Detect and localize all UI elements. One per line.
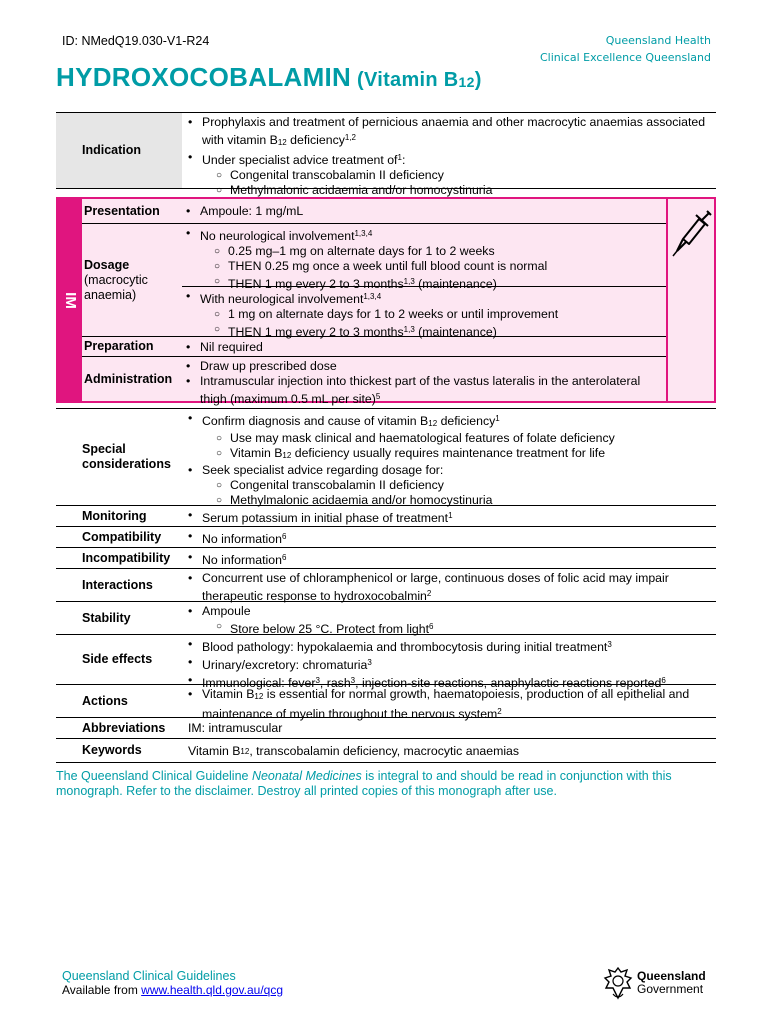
dosage-label: Dosage xyxy=(84,257,130,272)
subtitle-text: (Vitamin B xyxy=(351,69,459,91)
im-section xyxy=(56,197,716,406)
qld-crest-icon xyxy=(603,966,633,1000)
special-considerations-row xyxy=(56,409,716,506)
row-label: Interactions xyxy=(82,577,153,592)
row-content xyxy=(182,113,716,197)
row-label: Side effects xyxy=(82,652,153,666)
list-item: • Vitamin $B_{12}$ is essential for normal growth, haematopoiesis, production of all epithelial and maintenance of myelin throughout the nervous system$^2$ xyxy=(188,687,716,722)
row-label: Stability xyxy=(82,610,131,625)
list-item: • With neurological involvement$^{1,3,4}$ ○ 1 mg on alternate days for 1 to 2 weeks or until improvement ○ THEN 1 mg every 2 to 3 months$^{1,3}$ (maintenance) xyxy=(186,289,666,340)
sub-list-item: ○ Use may mask clinical and haematological features of folate deficiency xyxy=(216,431,716,446)
list-item: • Immunological: fever$^3$, rash$^3$, injection-site reactions, anaphylactic reactions reported$^6$ xyxy=(188,673,716,691)
document-id: ID: NMedQ19.030-V1-R24 xyxy=(62,34,210,48)
list-item: • No neurological involvement$^{1,3,4}$ ○ 0.25 mg–1 mg on alternate days for 1 to 2 weeks ○ THEN 0.25 mg once a week until full blood count is normal ○ THEN 1 mg every 2 to 3 months$^{1,3}$ (maintenance) xyxy=(186,226,666,292)
org-name: Queensland Health xyxy=(605,34,711,47)
indication-row xyxy=(56,113,716,197)
footer xyxy=(62,969,283,997)
list-item: • Ampoule: 1 mg/mL xyxy=(186,204,303,219)
sub-list-item: ○ THEN 1 mg every 2 to 3 months$^{1,3}$ (maintenance) xyxy=(214,322,666,340)
row-content xyxy=(182,357,666,406)
presentation-row xyxy=(82,199,666,224)
list-item: • Prophylaxis and treatment of pernicious anaemia and other macrocytic anaemias associated with vitamin $B_{12}$ deficiency$^{1,2}$ xyxy=(188,115,716,150)
row-label: Keywords xyxy=(82,743,142,757)
row-label: Compatibility xyxy=(82,529,162,544)
syringe-icon xyxy=(669,205,713,257)
administration-row xyxy=(82,357,666,406)
subtitle-close: ) xyxy=(474,69,482,91)
gov-wordmark-line1: Queensland xyxy=(637,969,706,983)
list-item: • Concurrent use of chloramphenicol or large, continuous doses of folic acid may impair therapeutic response to hydroxocobalmin$^2$ xyxy=(188,571,716,604)
org-header xyxy=(540,32,711,66)
gov-wordmark-line2: Government xyxy=(637,982,704,996)
row-label: Abbreviations xyxy=(82,720,166,735)
row-label: Special considerations xyxy=(82,442,171,471)
row-label: Indication xyxy=(56,113,182,188)
monitoring-row xyxy=(56,506,716,527)
keywords-row xyxy=(56,739,716,763)
sub-list-item: ○ 0.25 mg–1 mg on alternate days for 1 to 2 weeks xyxy=(214,244,666,259)
footer-org: Queensland Clinical Guidelines xyxy=(62,969,236,983)
row-content xyxy=(182,506,716,526)
row-content xyxy=(182,409,716,505)
guideline-notice: The Queensland Clinical Guideline Neonatal Medicines is integral to and should be read in conjunction with this monograph. Refer to the disclaimer. Destroy all printed copies of this monograph after use. xyxy=(56,769,672,798)
org-division: Clinical Excellence Queensland xyxy=(539,51,711,64)
dosage-neuro xyxy=(182,287,666,341)
sub-list-item: ○ Congenital transcobalamin II deficiency xyxy=(216,478,716,493)
im-icon-cell xyxy=(666,199,714,401)
drug-name: HYDROXOCOBALAMIN xyxy=(56,62,352,92)
route-tab xyxy=(58,199,82,401)
row-label: Monitoring xyxy=(82,508,147,523)
dosage-sublabel: (macrocytic anaemia) xyxy=(84,272,148,302)
row-content: Vitamin B 12 , transcobalamin deficiency, macrocytic anaemias xyxy=(188,743,520,758)
dosage-content xyxy=(182,224,666,339)
incompatibility-row xyxy=(56,548,716,569)
actions-row xyxy=(56,685,716,721)
sub-list-item: ○ Methylmalonic acidaemia and/or homocystinuria xyxy=(216,183,716,198)
gov-wordmark xyxy=(637,970,706,996)
row-label: Preparation xyxy=(82,337,182,356)
row-content xyxy=(182,548,716,568)
qld-government-logo xyxy=(603,966,706,1000)
sub-list-item: ○ THEN 1 mg every 2 to 3 months$^{1,3}$ (maintenance) xyxy=(214,274,666,292)
row-content xyxy=(182,685,716,721)
footer-availability: Available from www.health.qld.gov.au/qcg xyxy=(62,983,284,997)
list-item: • Nil required xyxy=(186,340,263,355)
list-item: • Ampoule ○ Store below 25 °C. Protect from light$^6$ xyxy=(188,604,716,637)
sub-list-item: ○ Store below 25 °C. Protect from light$^6$ xyxy=(216,619,716,637)
list-item: • Blood pathology: hypokalaemia and thrombocytosis during initial treatment$^3$ xyxy=(188,637,716,655)
im-table xyxy=(82,199,666,406)
sub-list-item: ○ 1 mg on alternate days for 1 to 2 weeks or until improvement xyxy=(214,307,666,322)
list-item: • Under specialist advice treatment $of^1$: ○ Congenital transcobalamin II deficiency ○ Methylmalonic acidaemia and/or homocystinuria xyxy=(188,150,716,198)
sub-list-item: ○ Vitamin $B_{12}$ deficiency usually requires maintenance treatment for life xyxy=(216,446,716,463)
route-label: IM xyxy=(61,291,79,309)
drug-subtitle xyxy=(351,69,482,91)
row-content xyxy=(182,635,716,690)
dosage-row xyxy=(82,224,666,337)
list-item: • Urinary/excretory: chromaturia$^3$ xyxy=(188,655,716,673)
row-label: Presentation xyxy=(82,199,182,223)
subtitle-subscript: 12 xyxy=(458,74,475,90)
row-content xyxy=(182,199,666,223)
row-label: Administration xyxy=(82,357,182,401)
row-content xyxy=(182,569,716,601)
page-title xyxy=(56,62,482,93)
list-item: • Intramuscular injection into thickest part of the vastus lateralis in the anterolateral thigh (maximum 0.5 mL per site)$^5$ xyxy=(186,374,666,407)
dosage-no-neuro xyxy=(182,224,666,291)
sub-list-item: ○ Congenital transcobalamin II deficiency xyxy=(216,168,716,183)
row-content xyxy=(182,602,716,634)
list-item: • Serum potassium in initial phase of treatment$^1$ xyxy=(188,508,716,526)
list-item: • Seek specialist advice regarding dosage for: ○ Congenital transcobalamin II deficiency ○ Methylmalonic acidaemia and/or homocystinuria xyxy=(188,463,716,508)
row-content: IM: intramuscular xyxy=(188,721,283,735)
list-item: • Draw up prescribed dose xyxy=(186,359,666,374)
details-table xyxy=(56,408,716,763)
sub-list-item: ○ Methylmalonic acidaemia and/or homocystinuria xyxy=(216,493,716,508)
indication-section xyxy=(56,112,716,197)
compatibility-row xyxy=(56,527,716,548)
side-effects-row xyxy=(56,635,716,690)
sub-list-item: ○ THEN 0.25 mg once a week until full blood count is normal xyxy=(214,259,666,274)
stability-row xyxy=(56,602,716,635)
preparation-row xyxy=(82,337,666,357)
row-label xyxy=(82,224,182,336)
list-item: • No information$^6$ xyxy=(188,550,716,568)
row-label: Actions xyxy=(82,693,128,708)
row-label: Incompatibility xyxy=(82,550,171,565)
list-item: • Confirm diagnosis and cause of vitamin $B_{12}$ deficiency$^1$ ○ Use may mask clinical and haematological features of folate deficiency ○ Vitamin $B_{12}$ deficiency usually requires maintenance treatment for life xyxy=(188,411,716,463)
footer-link[interactable]: www.health.qld.gov.au/qcg xyxy=(141,983,284,997)
list-item: • No information$^6$ xyxy=(188,529,716,547)
row-content xyxy=(182,527,716,547)
interactions-row xyxy=(56,569,716,602)
